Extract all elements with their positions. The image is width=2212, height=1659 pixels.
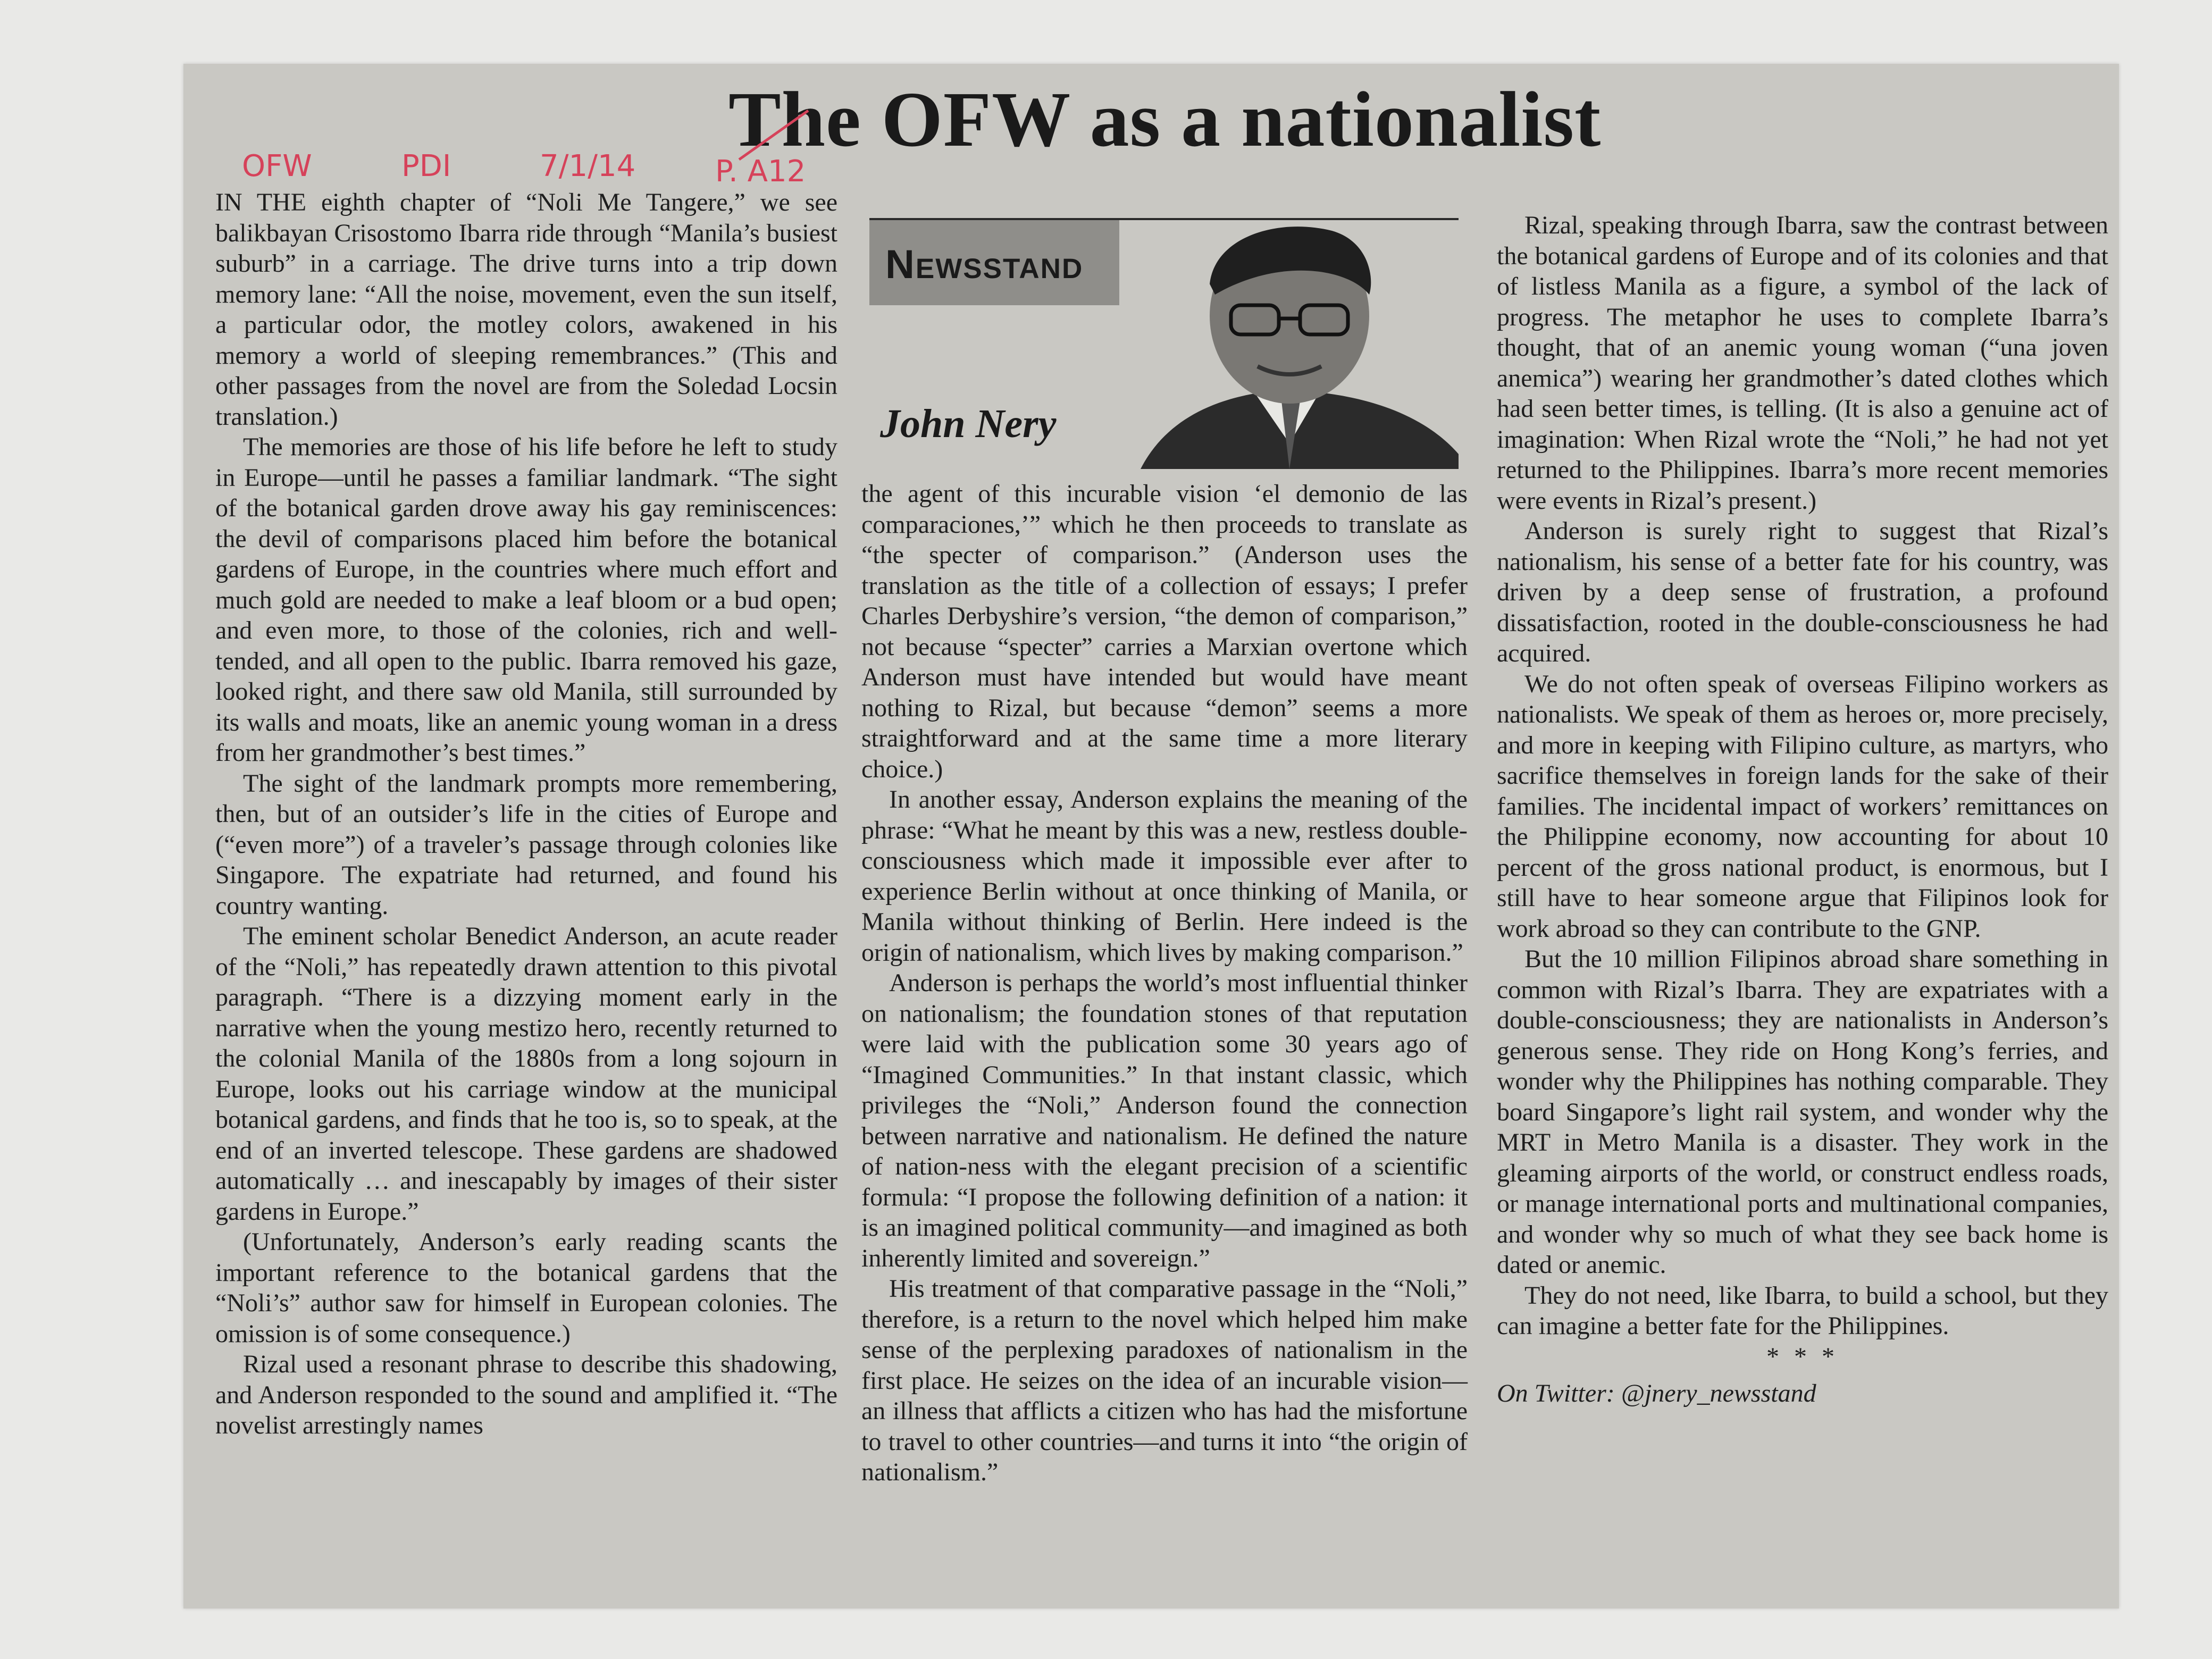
article-paragraph: His treatment of that comparative passage in the “Noli,” therefore, is a return to the novel which helped him make sense of the perplexing paradoxes of nationalism in the first place. He seizes on the idea of an incurable vision—an illness that afflicts a citizen who has had the misfortune to travel to other countries—and turns it into “the origin of nationalism.” [861, 1275, 1468, 1486]
article-paragraph: the agent of this incurable vision ‘el demonio de las comparaciones,’” which he then proceeds to translate as “the specter of comparison.” (Anderson uses the translation as the title of a collection of essays; I prefer Charles Derbyshire’s version, “the demon of comparison,” not because “specter” carries a Marxian overtone which Anderson must have intended but would have meant nothing to Rizal, but because “demon” seems a more straightforward and at the same time a more literary choice.) [861, 480, 1468, 783]
article-paragraph: In another essay, Anderson explains the meaning of the phrase: “What he meant by this was a new, restless double-consciousness which made it impossible ever after to experience Berlin without at once thinking of Manila, or Manila without thinking of Berlin. Here indeed is the origin of nationalism, which lives by making comparison.” [861, 785, 1468, 967]
column-header-box [869, 218, 1459, 469]
article-column-1 [215, 187, 837, 1441]
article-paragraph: But the 10 million Filipinos abroad share something in common with Rizal’s Ibarra. They are expatriates with a double-consciousness; they are nationalists in Anderson’s generous sense. They ride on Hong Kong’s ferries, and wonder why the Philippines has nothing comparable. They board Singapore’s light rail system, and wonder why the MRT in Metro Manila is a disaster. They work in the gleaming airports of the world, or construct endless roads, or manage international ports and multinational companies, and wonder why so much of what they see back home is dated or anemic. [1497, 945, 2108, 1279]
handwritten-page: P. A12 [715, 154, 806, 189]
article-paragraph: (Unfortunately, Anderson’s early reading scants the important reference to the botanical gardens that the “Noli’s” author saw for himself in European colonies. The omission is of some consequence.) [215, 1228, 837, 1348]
handwritten-date: 7/1/14 [540, 149, 636, 183]
article-paragraph: Anderson is perhaps the world’s most influential thinker on nationalism; the foundation stones of that reputation were laid with the publication some 30 years ago of “Imagined Communities.” In that instant classic, which privileges the “Noli,” Anderson found the connection between narrative and nationalism. He defined the nature of nation-ness with the elegant precision of a scientific formula: “I propose the following definition of a nation: it is an imagined political community—and imagined as both inherently limited and sovereign.” [861, 969, 1468, 1272]
column-label: Newsstand [885, 242, 1084, 287]
article-paragraph: We do not often speak of overseas Filipino workers as nationalists. We speak of them as heroes or, more precisely, and more in keeping with Filipino culture, as martyrs, who sacrifice themselves in foreign lands for the sake of their families. The incidental impact of workers’ remittances on the Philippine economy, now accounting for about 10 percent of the gross national product, is enormous, but I still have to hear someone argue that Filipinos look for work abroad so they can contribute to the GNP. [1497, 669, 2108, 943]
handwritten-source: PDI [401, 149, 451, 183]
handwritten-tag: OFW [242, 149, 312, 183]
end-mark: * * * [1766, 1342, 1839, 1371]
twitter-handle: On Twitter: @jnery_newsstand [1497, 1379, 1816, 1407]
article-paragraph: Rizal, speaking through Ibarra, saw the contrast between the botanical gardens of Europe and of its colonies and that of listless Manila as a figure, a symbol of the lack of progress. The metaphor he uses to complete Ibarra’s thought, that of an anemic young woman (“una joven anemica”) wearing her grandmother’s dated clothes which had seen better times, is telling. (It is also a genuine act of imagination: When Rizal wrote the “Noli,” he had not yet returned to the Philippines. Ibarra’s more recent memories were events in Rizal’s present.) [1497, 211, 2108, 515]
author-photo [1119, 220, 1459, 469]
author-byline: John Nery [880, 401, 1057, 446]
article-paragraph: The sight of the landmark prompts more remembering, then, but of an outsider’s life in the cities of Europe and (“even more”) of a traveler’s passage through colonies like Singapore. The expatriate had returned, and found his country wanting. [215, 769, 837, 920]
article-column-2 [861, 479, 1468, 1488]
article-column-3 [1497, 210, 2108, 1409]
headline: The OFW as a nationalist [728, 76, 1602, 163]
article-paragraph: Anderson is surely right to suggest that Rizal’s nationalism, his sense of a better fate for his country, was driven by a deep sense of frustration, a profound dissatisfaction, rooted in the double-consciousness he had acquired. [1497, 517, 2108, 667]
article-paragraph: IN THE eighth chapter of “Noli Me Tangere,” we see balikbayan Crisostomo Ibarra ride through “Manila’s busiest suburb” in a carriage. The drive turns into a trip down memory lane: “All the noise, movement, even the sun itself, a particular odor, the motley colors, awakened in his memory a world of sleeping remembrances.” (This and other passages from the novel are from the Soledad Locsin translation.) [215, 188, 837, 431]
article-paragraph: The eminent scholar Benedict Anderson, an acute reader of the “Noli,” has repeatedly drawn attention to this pivotal paragraph. “There is a dizzying moment early in the narrative when the young mestizo hero, recently returned to the colonial Manila of the 1880s from a long sojourn in Europe, looks out his carriage window at the municipal botanical gardens, and finds that he too is, so to speak, at the end of an inverted telescope. These gardens are shadowed automatically … and inescapably by images of their sister gardens in Europe.” [215, 922, 837, 1226]
article-paragraph: Rizal used a resonant phrase to describe this shadowing, and Anderson responded to the sound and amplified it. “The novelist arrestingly names [215, 1350, 837, 1439]
article-paragraph: They do not need, like Ibarra, to build a school, but they can imagine a better fate for the Philippines. [1497, 1281, 2108, 1340]
article-paragraph: The memories are those of his life before he left to study in Europe—until he passes a familiar landmark. “The sight of the botanical garden drove away his gay reminiscences: the devil of comparisons placed him before the botanical gardens of Europe, in the countries where much effort and much gold are needed to make a leaf bloom or a bud open; and even more, to those of the colonies, rich and well-tended, and all open to the public. Ibarra removed his gaze, looked right, and there saw old Manila, still surrounded by its walls and moats, like an anemic young woman in a dress from her grandmother’s best times.” [215, 433, 837, 767]
